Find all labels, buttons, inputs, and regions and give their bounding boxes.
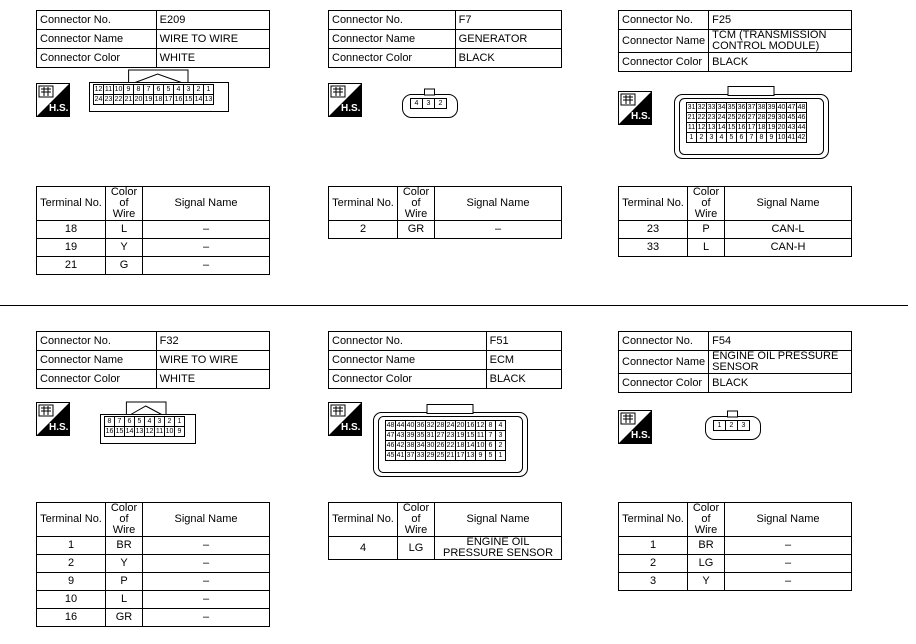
- terminal-cell: 21: [37, 257, 106, 275]
- pin-cell: 15: [115, 428, 124, 435]
- pin-cell: 30: [426, 442, 435, 449]
- connector-face: [410, 98, 447, 109]
- pin-cell: 17: [456, 452, 465, 459]
- connector-no: F51: [486, 332, 561, 351]
- pin-cell: 23: [707, 114, 716, 121]
- connector-name: WIRE TO WIRE: [156, 30, 269, 49]
- table-row: [619, 537, 852, 555]
- pin-cell: 16: [174, 96, 183, 103]
- pin-cell: 18: [154, 96, 163, 103]
- connector-face: [686, 102, 807, 143]
- connector-name: WIRE TO WIRE: [156, 351, 269, 370]
- info-label-name: Connector Name: [619, 30, 709, 53]
- connector-no: F7: [455, 11, 561, 30]
- pin-cell: 32: [697, 104, 706, 111]
- signal-name-cell: –: [725, 555, 852, 573]
- pin-cell: 12: [697, 124, 706, 131]
- pin-cell: 42: [797, 134, 806, 141]
- pin-cell: 11: [155, 428, 164, 435]
- pin-cell: 8: [486, 421, 496, 431]
- pin-cell: 35: [416, 432, 425, 439]
- pin-cell: 4: [496, 421, 506, 431]
- info-label-no: Connector No.: [37, 332, 157, 351]
- info-label-color: Connector Color: [37, 49, 157, 68]
- pin-cell: 9: [124, 85, 134, 95]
- pin-cell: 40: [406, 422, 415, 429]
- pin-cell: 14: [125, 428, 134, 435]
- pin-cell: 2: [165, 417, 175, 427]
- connector-info-table: [328, 10, 562, 68]
- wire-color-cell: BR: [688, 537, 725, 555]
- terminal-signal-table: [36, 502, 270, 627]
- terminal-cell: 18: [37, 221, 106, 239]
- table-row: [37, 591, 270, 609]
- pin-cell: 17: [747, 124, 756, 131]
- header-terminal: Terminal No.: [619, 503, 688, 537]
- terminal-cell: 19: [37, 239, 106, 257]
- pin-cell: 44: [797, 124, 806, 131]
- pin-cell: 1: [714, 421, 726, 431]
- table-row: [619, 221, 852, 239]
- pin-cell: 31: [426, 432, 435, 439]
- header-color: Color of Wire: [688, 503, 725, 537]
- terminal-cell: 9: [37, 573, 106, 591]
- pin-cell: 10: [777, 134, 786, 141]
- signal-name-cell: –: [725, 537, 852, 555]
- pin-cell: 29: [767, 114, 776, 121]
- pin-cell: 32: [426, 422, 435, 429]
- pin-cell: 25: [727, 114, 736, 121]
- header-signal: Signal Name: [435, 187, 562, 221]
- signal-name-cell: –: [725, 573, 852, 591]
- terminal-signal-table: [328, 502, 562, 560]
- pin-cell: 36: [416, 422, 425, 429]
- pin-cell: 7: [144, 85, 154, 95]
- pin-cell: 7: [747, 133, 757, 143]
- pin-cell: 13: [466, 452, 475, 459]
- pin-cell: 9: [476, 451, 486, 461]
- header-terminal: Terminal No.: [37, 503, 106, 537]
- connector-name: TCM (TRANSMISSION CONTROL MODULE): [709, 30, 852, 53]
- wire-color-cell: G: [106, 257, 143, 275]
- connector-info-table: [36, 10, 270, 68]
- info-label-color: Connector Color: [37, 370, 157, 389]
- info-label-color: Connector Color: [619, 53, 709, 72]
- pin-cell: 28: [436, 422, 445, 429]
- pin-cell: 15: [466, 432, 475, 439]
- pin-cell: 15: [184, 96, 193, 103]
- header-signal: Signal Name: [435, 503, 562, 537]
- pin-cell: 18: [757, 124, 766, 131]
- pin-cell: 15: [727, 124, 736, 131]
- hs-label: H.S.: [631, 430, 651, 441]
- pin-cell: 1: [204, 85, 214, 95]
- signal-name-cell: –: [435, 221, 562, 239]
- header-color: Color of Wire: [106, 187, 143, 221]
- pin-cell: 12: [145, 428, 154, 435]
- signal-name-cell: CAN-L: [725, 221, 852, 239]
- pin-cell: 33: [416, 452, 425, 459]
- pin-cell: 24: [717, 114, 726, 121]
- info-label-no: Connector No.: [619, 11, 709, 30]
- connector-face: [713, 420, 750, 431]
- wire-color-cell: LG: [688, 555, 725, 573]
- pin-cell: 41: [396, 452, 405, 459]
- pin-cell: 27: [436, 432, 445, 439]
- signal-name-cell: –: [143, 609, 270, 627]
- pin-cell: 13: [135, 428, 144, 435]
- pin-cell: 20: [134, 96, 143, 103]
- wire-color-cell: GR: [106, 609, 143, 627]
- signal-name-cell: –: [143, 573, 270, 591]
- pin-cell: 19: [456, 432, 465, 439]
- hs-icon: [328, 83, 362, 117]
- terminal-cell: 2: [329, 221, 398, 239]
- terminal-signal-table: [618, 186, 852, 257]
- pin-cell: 46: [797, 114, 806, 121]
- terminal-cell: 2: [37, 555, 106, 573]
- pin-cell: 19: [767, 124, 776, 131]
- table-row: [619, 239, 852, 257]
- terminal-cell: 16: [37, 609, 106, 627]
- pin-cell: 38: [757, 104, 766, 111]
- pin-cell: 8: [757, 133, 767, 143]
- table-row: [329, 221, 562, 239]
- pin-cell: 7: [486, 431, 496, 441]
- pin-cell: 30: [777, 114, 786, 121]
- pin-cell: 39: [767, 104, 776, 111]
- pin-cell: 1: [496, 451, 506, 461]
- pin-cell: 20: [777, 124, 786, 131]
- pin-cell: 23: [446, 432, 455, 439]
- wire-color-cell: Y: [106, 239, 143, 257]
- info-label-name: Connector Name: [37, 30, 157, 49]
- terminal-signal-table: [36, 186, 270, 275]
- pin-cell: 8: [134, 85, 144, 95]
- pin-cell: 44: [396, 422, 405, 429]
- connector-face: [104, 416, 185, 437]
- connector-color: BLACK: [709, 374, 852, 393]
- pin-cell: 3: [423, 99, 435, 109]
- pin-cell: 45: [787, 114, 796, 121]
- pin-cell: 10: [165, 428, 174, 435]
- pin-cell: 34: [717, 104, 726, 111]
- terminal-cell: 33: [619, 239, 688, 257]
- connector-face: [93, 84, 214, 105]
- pin-cell: 3: [707, 133, 717, 143]
- header-color: Color of Wire: [688, 187, 725, 221]
- connector-color: BLACK: [486, 370, 561, 389]
- pin-cell: 14: [194, 96, 203, 103]
- pin-cell: 35: [727, 104, 736, 111]
- pin-cell: 13: [204, 96, 213, 103]
- connector-no: F32: [156, 332, 269, 351]
- pin-cell: 36: [737, 104, 746, 111]
- wire-color-cell: L: [106, 591, 143, 609]
- pin-cell: 16: [466, 422, 475, 429]
- hs-label: H.S.: [49, 422, 69, 433]
- header-color: Color of Wire: [398, 503, 435, 537]
- table-row: [37, 609, 270, 627]
- pin-cell: 8: [105, 417, 115, 427]
- pin-cell: 6: [486, 441, 496, 451]
- hs-label: H.S.: [631, 111, 651, 122]
- connector-info-table: [618, 10, 852, 72]
- pin-cell: 43: [396, 432, 405, 439]
- pin-cell: 37: [406, 452, 415, 459]
- hs-icon: [36, 83, 70, 117]
- hs-label: H.S.: [341, 103, 361, 114]
- wire-color-cell: P: [688, 221, 725, 239]
- pin-cell: 16: [737, 124, 746, 131]
- pin-cell: 22: [697, 114, 706, 121]
- signal-name-cell: –: [143, 221, 270, 239]
- table-row: [37, 257, 270, 275]
- header-color: Color of Wire: [398, 187, 435, 221]
- info-label-color: Connector Color: [329, 370, 487, 389]
- info-label-no: Connector No.: [329, 332, 487, 351]
- pin-cell: 48: [386, 422, 395, 429]
- table-row: [37, 221, 270, 239]
- connector-no: F54: [709, 332, 852, 351]
- terminal-cell: 2: [619, 555, 688, 573]
- pin-cell: 4: [145, 417, 155, 427]
- header-color: Color of Wire: [106, 503, 143, 537]
- info-label-name: Connector Name: [619, 351, 709, 374]
- table-row: [37, 537, 270, 555]
- pin-cell: 10: [114, 86, 123, 93]
- table-row: [329, 537, 562, 560]
- info-label-color: Connector Color: [329, 49, 456, 68]
- wire-color-cell: GR: [398, 221, 435, 239]
- info-label-name: Connector Name: [37, 351, 157, 370]
- wire-color-cell: LG: [398, 537, 435, 560]
- hs-label: H.S.: [49, 103, 69, 114]
- pin-cell: 27: [747, 114, 756, 121]
- pin-cell: 39: [406, 432, 415, 439]
- pin-cell: 20: [456, 422, 465, 429]
- terminal-cell: 1: [37, 537, 106, 555]
- pin-cell: 17: [164, 96, 173, 103]
- pin-cell: 1: [687, 133, 697, 143]
- info-label-no: Connector No.: [329, 11, 456, 30]
- terminal-cell: 3: [619, 573, 688, 591]
- pin-cell: 6: [125, 417, 135, 427]
- terminal-cell: 4: [329, 537, 398, 560]
- pin-cell: 3: [738, 421, 750, 431]
- pin-cell: 5: [486, 451, 496, 461]
- terminal-cell: 23: [619, 221, 688, 239]
- pin-cell: 24: [94, 96, 103, 103]
- pin-cell: 18: [456, 442, 465, 449]
- pin-cell: 22: [114, 96, 123, 103]
- pin-cell: 21: [446, 452, 455, 459]
- pin-cell: 5: [164, 85, 174, 95]
- connector-info-table: [328, 331, 562, 389]
- table-row: [619, 573, 852, 591]
- pin-cell: 48: [797, 104, 806, 111]
- table-row: [37, 239, 270, 257]
- connector-color: WHITE: [156, 370, 269, 389]
- header-signal: Signal Name: [143, 187, 270, 221]
- wire-color-cell: BR: [106, 537, 143, 555]
- pin-cell: 26: [737, 114, 746, 121]
- signal-name-cell: –: [143, 257, 270, 275]
- terminal-signal-table: [328, 186, 562, 239]
- pin-cell: 6: [737, 133, 747, 143]
- pin-cell: 2: [726, 421, 738, 431]
- wire-color-cell: L: [688, 239, 725, 257]
- connector-info-table: [36, 331, 270, 389]
- header-terminal: Terminal No.: [619, 187, 688, 221]
- terminal-cell: 1: [619, 537, 688, 555]
- terminal-cell: 10: [37, 591, 106, 609]
- signal-name-cell: –: [143, 537, 270, 555]
- pin-cell: 47: [386, 432, 395, 439]
- connector-info-table: [618, 331, 852, 393]
- pin-cell: 5: [727, 133, 737, 143]
- pin-cell: 42: [396, 442, 405, 449]
- pin-cell: 11: [476, 432, 485, 439]
- info-label-name: Connector Name: [329, 351, 487, 370]
- hs-icon: [328, 402, 362, 436]
- connector-name: GENERATOR: [455, 30, 561, 49]
- wire-color-cell: P: [106, 573, 143, 591]
- pin-cell: 1: [175, 417, 185, 427]
- header-signal: Signal Name: [143, 503, 270, 537]
- pin-cell: 47: [787, 104, 796, 111]
- wire-color-cell: Y: [106, 555, 143, 573]
- pin-cell: 10: [476, 442, 485, 449]
- connector-name: ECM: [486, 351, 561, 370]
- pin-cell: 19: [144, 96, 153, 103]
- pin-cell: 21: [124, 96, 133, 103]
- terminal-signal-table: [618, 502, 852, 591]
- table-row: [619, 555, 852, 573]
- wire-color-cell: Y: [688, 573, 725, 591]
- connector-name: ENGINE OIL PRESSURE SENSOR: [709, 351, 852, 374]
- pin-cell: 28: [757, 114, 766, 121]
- pin-cell: 12: [476, 422, 485, 429]
- info-label-no: Connector No.: [37, 11, 157, 30]
- pin-cell: 23: [104, 96, 113, 103]
- pin-cell: 9: [175, 427, 185, 437]
- pin-cell: 3: [184, 85, 194, 95]
- pin-cell: 3: [496, 431, 506, 441]
- pin-cell: 21: [687, 114, 696, 121]
- pin-cell: 6: [154, 85, 164, 95]
- signal-name-cell: –: [143, 239, 270, 257]
- pin-cell: 14: [466, 442, 475, 449]
- pin-cell: 2: [194, 85, 204, 95]
- pin-cell: 33: [707, 104, 716, 111]
- pin-cell: 14: [717, 124, 726, 131]
- pin-cell: 26: [436, 442, 445, 449]
- connector-face: [385, 420, 506, 461]
- connector-color: WHITE: [156, 49, 269, 68]
- wire-color-cell: L: [106, 221, 143, 239]
- pin-cell: 43: [787, 124, 796, 131]
- info-label-name: Connector Name: [329, 30, 456, 49]
- connector-color: BLACK: [709, 53, 852, 72]
- pin-cell: 34: [416, 442, 425, 449]
- pin-cell: 24: [446, 422, 455, 429]
- pin-cell: 2: [496, 441, 506, 451]
- pin-cell: 11: [687, 124, 696, 131]
- connector-no: F25: [709, 11, 852, 30]
- pin-cell: 4: [174, 85, 184, 95]
- signal-name-cell: ENGINE OIL PRESSURE SENSOR: [435, 537, 562, 560]
- pin-cell: 29: [426, 452, 435, 459]
- table-row: [37, 555, 270, 573]
- info-label-no: Connector No.: [619, 332, 709, 351]
- pin-cell: 3: [155, 417, 165, 427]
- hs-icon: [36, 402, 70, 436]
- connector-no: E209: [156, 11, 269, 30]
- pin-cell: 4: [717, 133, 727, 143]
- pin-cell: 31: [687, 104, 696, 111]
- hs-icon: [618, 410, 652, 444]
- header-signal: Signal Name: [725, 187, 852, 221]
- hs-label: H.S.: [341, 422, 361, 433]
- pin-cell: 5: [135, 417, 145, 427]
- pin-cell: 4: [411, 99, 423, 109]
- header-terminal: Terminal No.: [329, 187, 398, 221]
- signal-name-cell: –: [143, 555, 270, 573]
- pin-cell: 13: [707, 124, 716, 131]
- pin-cell: 11: [104, 86, 113, 93]
- pin-cell: 16: [105, 428, 114, 435]
- pin-cell: 46: [386, 442, 395, 449]
- pin-cell: 38: [406, 442, 415, 449]
- header-terminal: Terminal No.: [37, 187, 106, 221]
- pin-cell: 25: [436, 452, 445, 459]
- section-divider: [0, 305, 908, 306]
- pin-cell: 22: [446, 442, 455, 449]
- pin-cell: 9: [767, 133, 777, 143]
- pin-cell: 45: [386, 452, 395, 459]
- header-signal: Signal Name: [725, 503, 852, 537]
- pin-cell: 40: [777, 104, 786, 111]
- pin-cell: 7: [115, 417, 125, 427]
- pin-cell: 12: [94, 86, 103, 93]
- header-terminal: Terminal No.: [329, 503, 398, 537]
- pin-cell: 2: [435, 99, 447, 109]
- pin-cell: 37: [747, 104, 756, 111]
- info-label-color: Connector Color: [619, 374, 709, 393]
- connector-color: BLACK: [455, 49, 561, 68]
- signal-name-cell: CAN-H: [725, 239, 852, 257]
- pin-cell: 41: [787, 134, 796, 141]
- table-row: [37, 573, 270, 591]
- hs-icon: [618, 91, 652, 125]
- pin-cell: 2: [697, 133, 707, 143]
- signal-name-cell: –: [143, 591, 270, 609]
